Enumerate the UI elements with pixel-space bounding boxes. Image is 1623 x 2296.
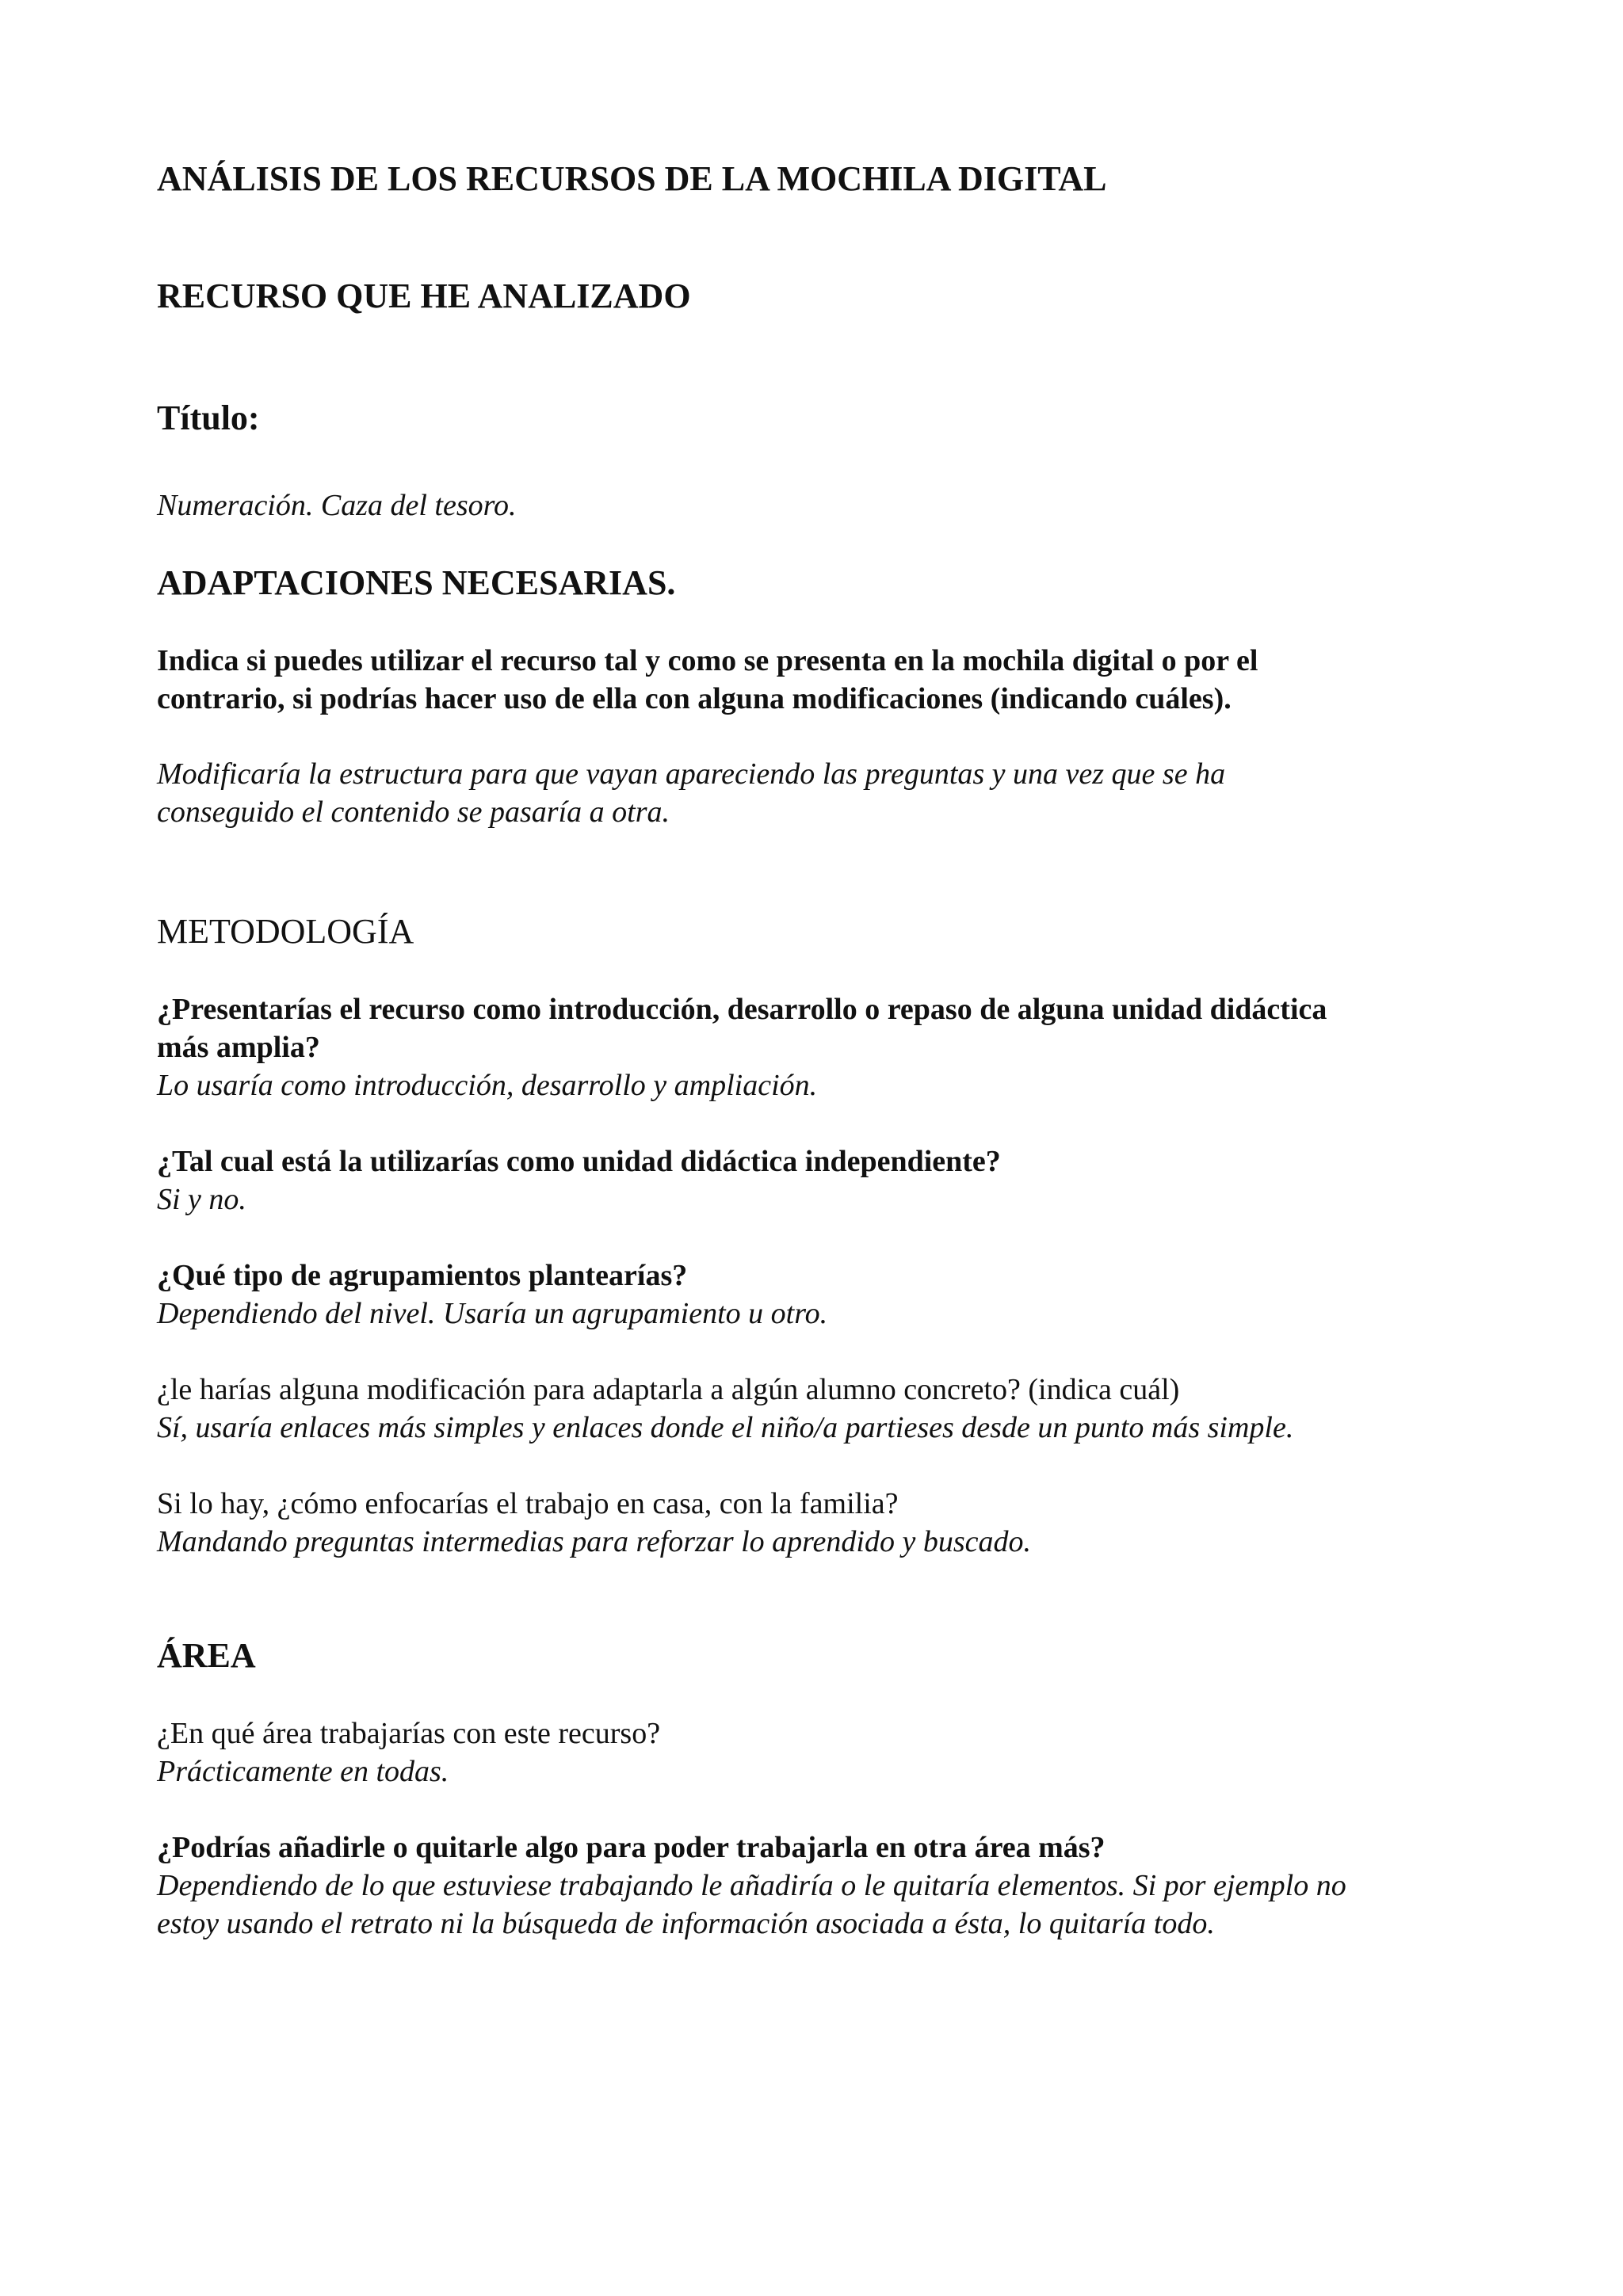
adaptations-question-line-1: Indica si puedes utilizar el recurso tal y como se presenta en la mochila digital o por el — [157, 644, 1258, 677]
methodology-question-1 — [157, 990, 1504, 1066]
methodology-answer-1: Lo usaría como introducción, desarrollo y ampliación. — [157, 1069, 818, 1102]
methodology-answer-5: Mandando preguntas intermedias para reforzar lo aprendido y buscado. — [157, 1525, 1032, 1558]
document-title: ANÁLISIS DE LOS RECURSOS DE LA MOCHILA DIGITAL — [157, 159, 1107, 198]
section-heading-adaptations: ADAPTACIONES NECESARIAS. — [157, 563, 676, 602]
area-question-2: ¿Podrías añadirle o quitarle algo para poder trabajarla en otra área más? — [157, 1831, 1106, 1864]
adaptations-question — [157, 642, 1504, 718]
methodology-question-1-line-2: más amplia? — [157, 1031, 320, 1064]
methodology-question-1-line-1: ¿Presentarías el recurso como introducción, desarrollo o repaso de alguna unidad didáctica — [157, 993, 1327, 1026]
section-heading-resource: RECURSO QUE HE ANALIZADO — [157, 277, 691, 315]
methodology-question-3: ¿Qué tipo de agrupamientos plantearías? — [157, 1259, 688, 1292]
area-answer-2-line-2: estoy usando el retrato ni la búsqueda de información asociada a ésta, lo quitaría todo. — [157, 1907, 1215, 1940]
section-heading-methodology: METODOLOGÍA — [157, 912, 414, 951]
methodology-question-5: Si lo hay, ¿cómo enfocarías el trabajo en casa, con la familia? — [157, 1487, 899, 1520]
methodology-answer-3: Dependiendo del nivel. Usaría un agrupamiento u otro. — [157, 1297, 828, 1330]
methodology-question-4: ¿le harías alguna modificación para adaptarla a algún alumno concreto? (indica cuál) — [157, 1373, 1180, 1406]
methodology-answer-2: Si y no. — [157, 1183, 246, 1216]
adaptations-answer-line-2: conseguido el contenido se pasaría a otra. — [157, 795, 670, 829]
area-answer-2 — [157, 1867, 1504, 1943]
adaptations-answer-line-1: Modificaría la estructura para que vayan apareciendo las preguntas y una vez que se ha — [157, 757, 1226, 791]
adaptations-question-line-2: contrario, si podrías hacer uso de ella con alguna modificaciones (indicando cuáles). — [157, 682, 1232, 715]
section-heading-area: ÁREA — [157, 1636, 256, 1675]
area-question-1: ¿En qué área trabajarías con este recurso? — [157, 1717, 661, 1750]
title-value: Numeración. Caza del tesoro. — [157, 489, 517, 522]
area-answer-1: Prácticamente en todas. — [157, 1755, 449, 1788]
title-label: Título: — [157, 399, 260, 437]
adaptations-answer — [157, 755, 1504, 831]
methodology-question-2: ¿Tal cual está la utilizarías como unidad didáctica independiente? — [157, 1145, 1001, 1178]
area-answer-2-line-1: Dependiendo de lo que estuviese trabajando le añadiría o le quitaría elementos. Si por ejemplo no — [157, 1869, 1346, 1902]
methodology-answer-4: Sí, usaría enlaces más simples y enlaces donde el niño/a partieses desde un punto más simple. — [157, 1411, 1294, 1444]
